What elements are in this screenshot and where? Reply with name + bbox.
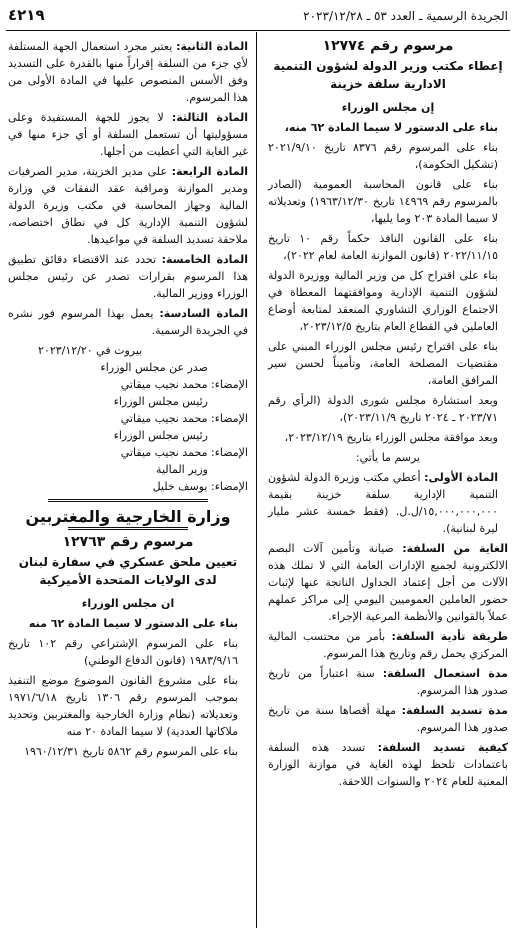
article-item [268, 540, 508, 625]
article-item [268, 702, 508, 736]
decrees-line: يرسم ما يأتي: [355, 451, 421, 464]
item-text: بأمر من محتسب المالية المركزي يحمل رقم وتاريخ هذا المرسوم. [268, 630, 508, 660]
article-6 [8, 305, 248, 339]
signatory-title: رئيس مجلس الوزراء [113, 429, 208, 442]
article-text: تحدد عند الاقتضاء دقائق تطبيق هذا المرسوم بقرارات تصدر عن رئيس مجلس الوزراء ووزير المالية. [8, 253, 248, 300]
item-label: كيفية تسديد السلفة: [377, 741, 509, 754]
section-separator [48, 499, 208, 502]
signature-line: الإمضاء: محمد نجيب ميقاتي [120, 378, 248, 391]
running-header [6, 6, 510, 28]
decree-title: لدى الولايات المتحدة الأميركية [39, 573, 217, 587]
signature-line: الإمضاء: محمد نجيب ميقاتي [120, 412, 248, 425]
header-rule [6, 30, 510, 31]
preamble-para: بناء على قانون المحاسبة العمومية (الصادر بالمرسوم رقم ١٤٩٦٩ تاريخ ١٩٦٣/١٢/٣٠) وتعديلاته لا سيما المادة ٢٠٣ وما يليها، [268, 178, 498, 225]
article-text: لا يجوز للجهة المستفيدة وعلى مسؤوليتها أن تستعمل السلفة أو أي جزء منها في غير الغاية التي أعطيت من أجلها. [8, 111, 248, 158]
signature-block [8, 342, 248, 495]
preamble-para: بناء على القانون النافذ حكماً رقم ١٠ تاريخ ٢٠٢٢/١١/١٥ (قانون الموازنة العامة لعام ٢٠٢٢)، [268, 232, 498, 262]
decree-title: إعطاء مكتب وزير الدولة لشؤون التنمية الادارية سلفة خزينة [273, 59, 503, 91]
item-text: صيانة وتأمين آلات البصم الالكترونية لجميع الإدارات العامة التي لا تملك هذه الآلات من أجل إعتماد الجداول الناتجة عنها لإثبات حضور العاملين العموميين اليومي إلى مراكز عملهم عملاً بالقوانين والأنظمة المرعية الإجراء. [268, 542, 508, 623]
signatory-title: رئيس مجلس الوزراء [113, 395, 208, 408]
issued-by: صدر عن مجلس الوزراء [100, 361, 208, 374]
article-1 [268, 469, 508, 537]
article-label: المادة الثالثة: [171, 111, 248, 124]
decree-number: مرسوم رقم ١٢٧٧٤ [322, 38, 454, 54]
article-label: المادة الأولى: [424, 471, 498, 484]
preamble-para: بناء على المرسوم رقم ٨٣٧٦ تاريخ ٢٠٢١/٩/١٠ (تشكيل الحكومة)، [268, 141, 498, 171]
preamble-para: بناء على المرسوم الإشتراعي رقم ١٠٢ تاريخ ١٩٨٣/٩/١٦ (قانون الدفاع الوطني) [8, 637, 239, 667]
article-text: على مدير الخزينة، مدير الصرفيات ومدير الموازنة ومراقبة عقد النفقات في وزارة المالية وجهاز المحاسبة في مكتب وزيرة الدولة لشؤون التنمية الإدارية كل في نطاق اختصاصه، ملاحقة تسديد السلفة في مواعيدها. [8, 165, 248, 246]
preamble-para: بناء على مشروع القانون الموضوع موضع التنفيذ بموجب المرسوم رقم ١٣٠٦ تاريخ ١٩٧١/٦/١٨ وتعديلاته (نظام وزارة الخارجية والمغتربين وتحديد ملاكاتها العددية) لا سيما المادة ٢٠ منه [8, 674, 238, 738]
constitution-line: بناء على الدستور لا سيما المادة ٦٢ منه [28, 617, 238, 630]
article-label: المادة الرابعة: [171, 165, 248, 178]
article-label: المادة الثانية: [176, 40, 248, 53]
page-number: ٤٢١٩ [8, 6, 45, 24]
item-label: مدة تسديد السلفة: [401, 704, 508, 717]
right-column [268, 38, 508, 793]
article-item [268, 628, 508, 662]
item-label: الغاية من السلفة: [402, 542, 509, 555]
article-text: يعمل بهذا المرسوم فور نشره في الجريدة الرسمية. [8, 307, 248, 337]
left-column [8, 38, 248, 763]
preamble-para: بناء على اقتراح رئيس مجلس الوزراء المبني على مقتضيات المصلحة العامة، وتأميناً لحسن سير المرافق العامة، [268, 340, 498, 387]
preamble-para: وبعد استشارة مجلس شورى الدولة (الرأي رقم ٢٠٢٣/٧١ ـ ٢٠٢٤ تاريخ ٢٠٢٣/١١/٩)، [268, 394, 498, 424]
preamble-para: بناء على اقتراح كل من وزير المالية ووزيرة الدولة لشؤون التنمية الإدارية وموافقتهما المعطاة في الاجتماع الوزاري التشاوري المنعقد لمتابعة أوضاع العاملين في القطاع العام بتاريخ ٢٠٢٣/١٢/٥، [268, 269, 498, 333]
item-text: سنة اعتباراً من تاريخ صدور هذا المرسوم. [268, 667, 508, 697]
item-text: تسدد هذه السلفة باعتمادات تلحظ لهذه الغاية في موازنة الوزارة المعنية للعام ٢٠٢٤ والسنوات اللاحقة. [268, 741, 508, 788]
section-separator [68, 527, 188, 530]
preamble-para: بناء على المرسوم رقم ٥٨٦٢ تاريخ ١٩٦٠/١٢/٣١ [24, 745, 238, 758]
item-label: مدة استعمال السلفة: [382, 667, 508, 680]
article-item [268, 665, 508, 699]
article-text: يعتبر مجرد استعمال الجهة المستلفة لأي جزء من السلفة إقراراً منها بالقدرة على التسديد وفق الأسس المنصوص عليها في المادة الأولى من هذا المرسوم. [8, 40, 248, 104]
article-label: المادة الخامسة: [161, 253, 248, 266]
article-text: أعطي مكتب وزيرة الدولة لشؤون التنمية الإدارية سلفة خزينة بقيمة ١٥,٠٠٠,٠٠٠,٠٠٠/ل.ل. (فقط خمسة عشر مليار ليرة لبنانية). [268, 471, 498, 535]
article-2 [8, 38, 248, 106]
authority-line: إن مجلس الوزراء [341, 101, 435, 114]
signatory-title: وزير المالية [156, 463, 208, 476]
article-4 [8, 163, 248, 248]
authority-line: ان مجلس الوزراء [81, 597, 175, 610]
item-label: طريقة تأدية السلفة: [391, 630, 509, 643]
running-head: الجريدة الرسمية ـ العدد ٥٣ ـ ٢٠٢٣/١٢/٢٨ [303, 9, 508, 23]
signature-line: الإمضاء: محمد نجيب ميقاتي [120, 446, 248, 459]
article-item [268, 739, 508, 790]
column-divider [256, 32, 257, 928]
date-line: بيروت في ٢٠٢٣/١٢/٢٠ [38, 344, 143, 357]
preamble-para: وبعد موافقة مجلس الوزراء بتاريخ ٢٠٢٣/١٢/١٩، [284, 431, 498, 444]
item-text: مهلة أقصاها سنة من تاريخ صدور هذا المرسوم. [268, 704, 508, 734]
decree-title: تعيين ملحق عسكري في سفارة لبنان [18, 555, 238, 569]
constitution-line: بناء على الدستور لا سيما المادة ٦٢ منه، [284, 121, 498, 134]
article-label: المادة السادسة: [159, 307, 249, 320]
decree-number: مرسوم رقم ١٢٧٦٣ [62, 534, 194, 550]
article-5 [8, 251, 248, 302]
ministry-heading: وزارة الخارجية والمغتربين [25, 507, 231, 526]
signature-line: الإمضاء: يوسف خليل [152, 480, 248, 493]
article-3 [8, 109, 248, 160]
